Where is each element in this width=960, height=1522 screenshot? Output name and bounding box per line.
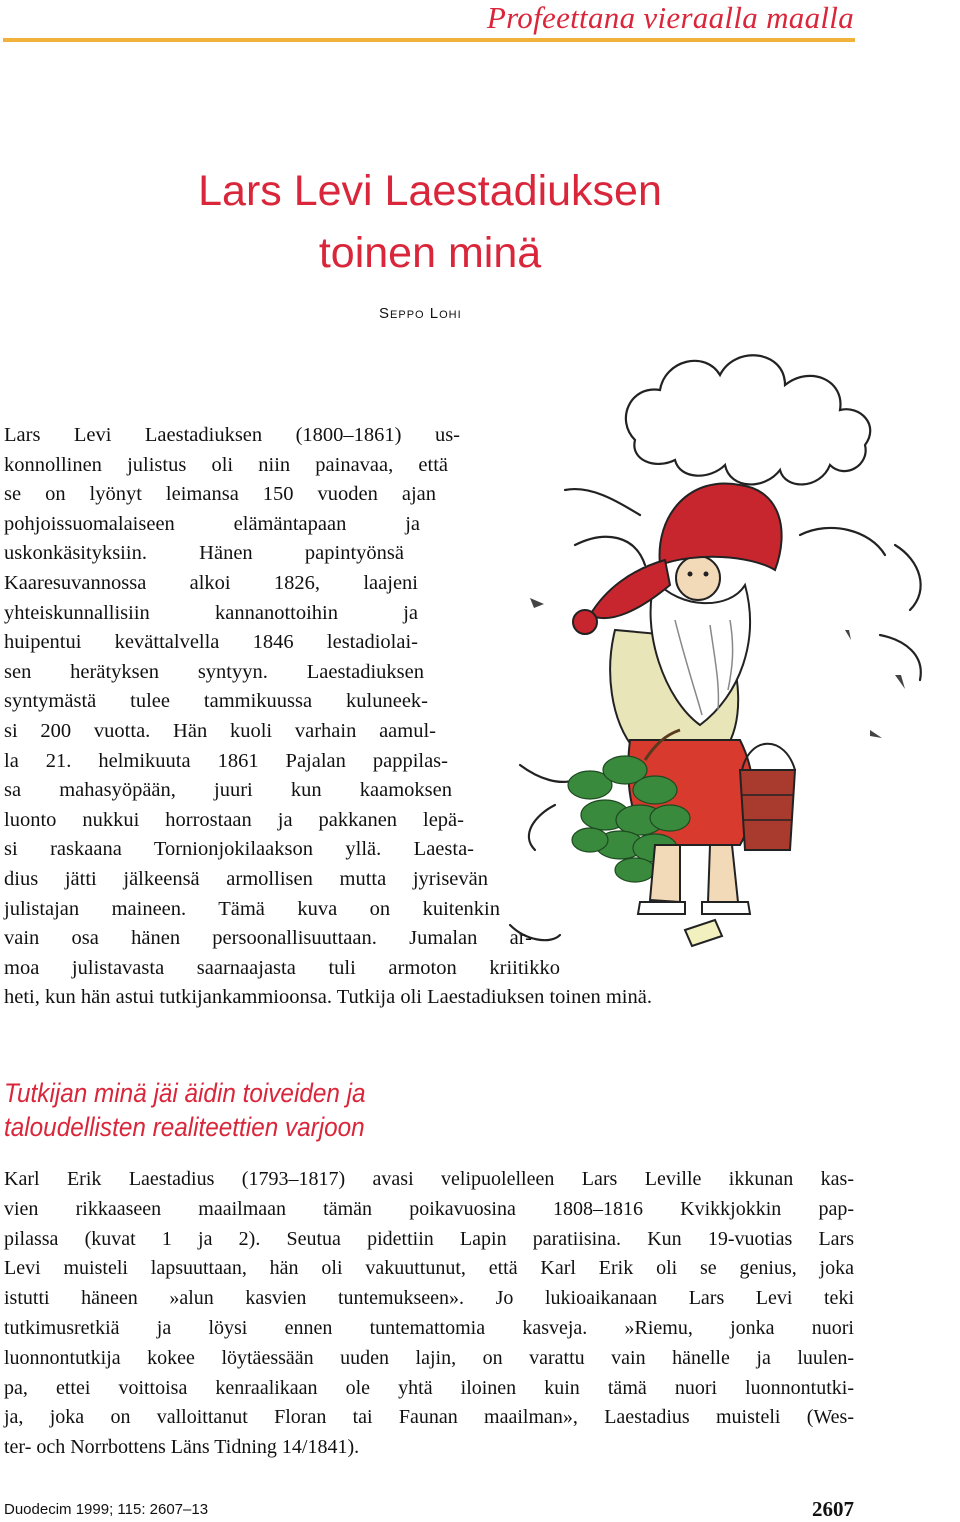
lead-line: yhteiskunnallisiin kannanottoihin ja [4, 601, 418, 624]
lead-line: luonto nukkui horrostaan ja pakkanen lepä- [4, 808, 464, 831]
body-line: Levi muisteli lapsuuttaan, hän oli vakuuttunut, että Karl Erik oli se genius, joka [4, 1257, 854, 1280]
page-number: 2607 [812, 1497, 854, 1521]
section-heading-line-2: taloudellisten realiteettien varjoon [4, 1112, 365, 1142]
lead-paragraph [4, 421, 834, 1013]
lead-line: konnollinen julistus oli niin painavaa, että [4, 453, 448, 476]
article-title-line-1: Lars Levi Laestadiuksen [198, 167, 662, 215]
body-line: ja, joka on valloittanut Floran tai Faunan maailman», Laestadius muisteli (Wes- [4, 1406, 854, 1429]
lead-line: sa mahasyöpään, juuri kun kaamoksen [4, 779, 452, 802]
body-line: ter- och Norrbottens Läns Tidning 14/1841). [4, 1436, 360, 1459]
section-heading-line-1: Tutkijan minä jäi äidin toiveiden ja [4, 1078, 366, 1108]
author-last-initial: L [429, 305, 440, 322]
lead-line: julistajan maineen. Tämä kuva on kuitenkin [4, 897, 500, 920]
header-rule [3, 38, 855, 42]
article-title-line-2: toinen minä [318, 229, 542, 277]
section-heading [4, 1076, 366, 1144]
lead-line: uskonkäsityksiin. Hänen papintyönsä [4, 542, 404, 565]
body-line: tutkimusretkiä ja löysi ennen tuntemattomia kasveja. »Riemu, jonka nuori [4, 1316, 854, 1339]
lead-line: moa julistavasta saarnaajasta tuli armoton kriitikko [4, 956, 560, 979]
footer-citation: Duodecim 1999; 115: 2607–13 [4, 1501, 209, 1518]
author-last-rest: OHI [439, 309, 462, 321]
author-first-initial: S [379, 305, 391, 322]
lead-line: se on lyönyt leimansa 150 vuoden ajan [4, 483, 436, 506]
body-line: istutti häneen »alun kasvien tuntemukseen». Jo lukioaikanaan Lars Levi teki [4, 1287, 854, 1310]
lead-line: Lars Levi Laestadiuksen (1800–1861) us- [4, 424, 460, 446]
lead-line: dius jätti jälkeensä armollisen mutta jyrisevän [4, 867, 488, 890]
lead-line: vain osa hänen persoonallisuuttaan. Jumalan ar- [4, 927, 532, 950]
lead-line: heti, kun hän astui tutkijankammioonsa. Tutkija oli Laestadiuksen toinen minä. [4, 986, 652, 1009]
lead-line: Kaaresuvannossa alkoi 1826, laajeni [4, 571, 418, 594]
lead-line: si raskaana Tornionjokilaakson yllä. Laesta- [4, 838, 474, 861]
body-line: vien rikkaaseen maailmaan tämän poikavuosina 1808–1816 Kvikkjokkin pap- [4, 1197, 854, 1220]
article-title [100, 160, 760, 284]
lead-line: si 200 vuotta. Hän kuoli varhain aamul- [4, 719, 436, 742]
lead-line: sen herätyksen syntyyn. Laestadiuksen [4, 660, 424, 683]
body-line: pilassa (kuvat 1 ja 2). Seutua pidettiin Lapin paratiisina. Kun 19-vuotias Lars [4, 1227, 854, 1250]
lead-line: syntymästä tulee tammikuussa kuluneek- [4, 690, 428, 713]
body-paragraph [4, 1165, 854, 1463]
lead-line: la 21. helmikuuta 1861 Pajalan pappilas- [4, 749, 448, 772]
author-byline [379, 305, 462, 322]
running-header-title: Profeettana vieraalla maalla [486, 0, 854, 35]
body-line: Karl Erik Laestadius (1793–1817) avasi velipuolelleen Lars Leville ikkunan kas- [4, 1168, 854, 1190]
author-first-rest: EPPO [390, 309, 425, 321]
lead-line: pohjoissuomalaiseen elämäntapaan ja [4, 512, 420, 535]
body-line: luonnontutkija kokee löytäessään uuden lajin, on varattu vain hänelle ja luulen- [4, 1346, 854, 1369]
body-line: pa, ettei voittoisa kenraalikaan ole yhtä iloinen kuin tämä nuori luonnontutki- [4, 1376, 854, 1399]
lead-line: huipentui kevättalvella 1846 lestadiolai- [4, 631, 418, 654]
